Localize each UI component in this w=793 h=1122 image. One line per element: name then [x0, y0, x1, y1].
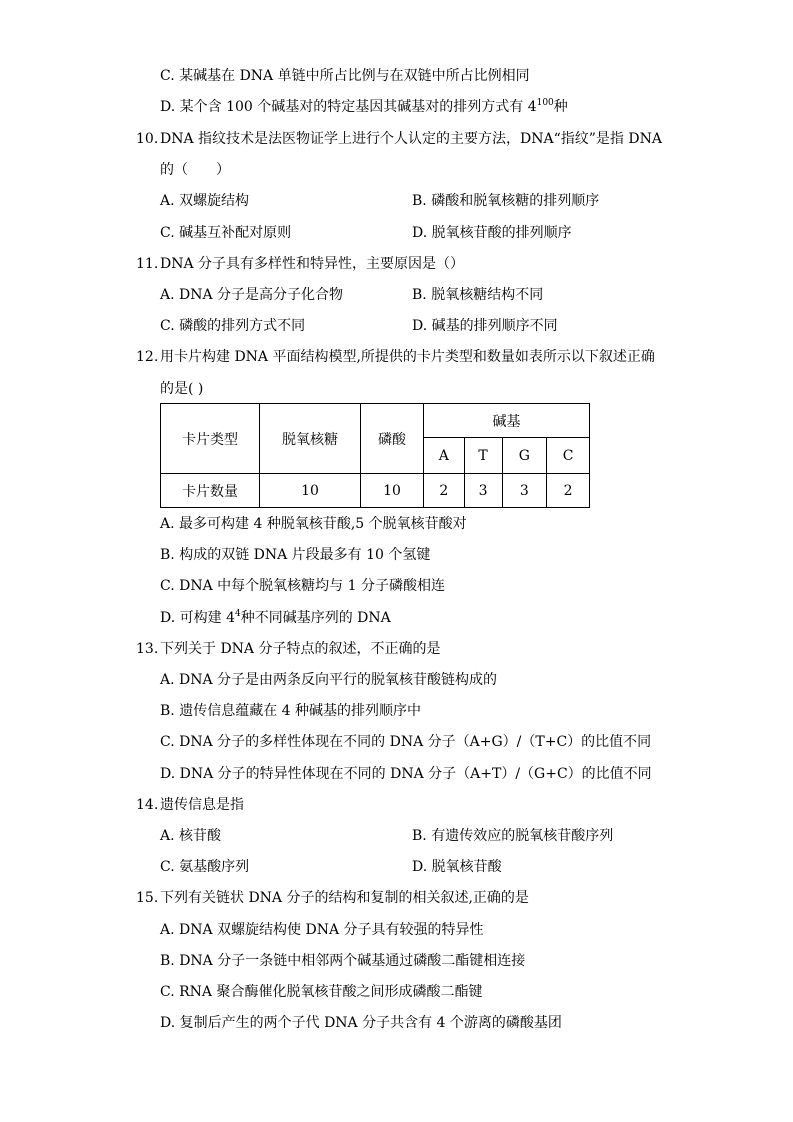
q15-option-d[interactable]: D. 复制后产生的两个子代 DNA 分子共含有 4 个游离的磷酸基团: [160, 1015, 562, 1031]
q15-option-a[interactable]: A. DNA 双螺旋结构使 DNA 分子具有较强的特异性: [160, 922, 484, 938]
q14-option-d[interactable]: D. 脱氧核苷酸: [412, 859, 502, 875]
q10-option-b[interactable]: B. 磷酸和脱氧核糖的排列顺序: [412, 193, 600, 209]
q9-option-d[interactable]: [160, 98, 568, 116]
q12-stem: 用卡片构建 DNA 平面结构模型,所提供的卡片类型和数量如表所示以下叙述正确: [160, 349, 655, 365]
q13-option-b[interactable]: B. 遗传信息蕴藏在 4 种碱基的排列顺序中: [160, 703, 421, 719]
q12-option-a[interactable]: A. 最多可构建 4 种脱氧核苷酸,5 个脱氧核苷酸对: [160, 516, 467, 532]
q15-number: 15.: [136, 890, 159, 906]
q14-option-c[interactable]: C. 氨基酸序列: [160, 859, 250, 875]
q12-option-d-text: D. 可构建 4: [160, 610, 235, 626]
q14-option-a[interactable]: A. 核苷酸: [160, 828, 222, 844]
q12-number: 12.: [136, 349, 159, 365]
q13-stem: 下列关于 DNA 分子特点的叙述，不正确的是: [160, 641, 441, 657]
q12-option-d-suffix: 种不同碱基序列的 DNA: [240, 610, 391, 626]
q9-option-d-suffix: 种: [553, 99, 568, 115]
q11-stem: DNA 分子具有多样性和特异性，主要原因是（）: [160, 256, 465, 272]
header-base-g: G: [502, 438, 547, 474]
header-base-a: A: [424, 438, 465, 474]
cell-base-t-count: 3: [464, 474, 502, 508]
q10-stem-cont: 的（ ）: [160, 162, 230, 178]
header-phosphate: 磷酸: [361, 404, 424, 474]
q12-option-d-exponent: 4: [234, 609, 241, 619]
card-table: [160, 403, 590, 508]
q11-number: 11.: [136, 256, 159, 272]
q12-option-c[interactable]: C. DNA 中每个脱氧核糖均与 1 分子磷酸相连: [160, 578, 445, 594]
q9-option-d-text: D. 某个含 100 个碱基对的特定基因其碱基对的排列方式有 4: [160, 99, 537, 115]
q11-option-c[interactable]: C. 磷酸的排列方式不同: [160, 318, 306, 334]
q10-option-a[interactable]: A. 双螺旋结构: [160, 193, 250, 209]
cell-base-c-count: 2: [547, 474, 590, 508]
q13-option-d[interactable]: D. DNA 分子的特异性体现在不同的 DNA 分子（A+T）/（G+C）的比值不同: [160, 766, 652, 782]
q11-option-b[interactable]: B. 脱氧核糖结构不同: [412, 287, 544, 303]
q10-number: 10.: [136, 131, 159, 147]
q11-option-a[interactable]: A. DNA 分子是高分子化合物: [160, 287, 344, 303]
cell-base-a-count: 2: [424, 474, 465, 508]
q10-option-c[interactable]: C. 碱基互补配对原则: [160, 225, 292, 241]
q9-option-c[interactable]: C. 某碱基在 DNA 单链中所占比例与在双链中所占比例相同: [160, 68, 530, 84]
q11-option-d[interactable]: D. 碱基的排列顺序不同: [412, 318, 558, 334]
q14-number: 14.: [136, 797, 159, 813]
q12-stem-cont: 的是( ): [160, 381, 204, 397]
q15-stem: 下列有关链状 DNA 分子的结构和复制的相关叙述,正确的是: [160, 890, 529, 906]
q9-option-d-exponent: 100: [536, 98, 554, 108]
q14-stem: 遗传信息是指: [160, 797, 244, 813]
q13-number: 13.: [136, 641, 159, 657]
q15-option-c[interactable]: C. RNA 聚合酶催化脱氧核苷酸之间形成磷酸二酯键: [160, 984, 483, 1000]
cell-deoxyribose-count: 10: [260, 474, 361, 508]
q14-option-b[interactable]: B. 有遗传效应的脱氧核苷酸序列: [412, 828, 614, 844]
q10-stem: DNA 指纹技术是法医物证学上进行个人认定的主要方法，DNA“指纹”是指 DNA: [160, 131, 662, 147]
q13-option-a[interactable]: A. DNA 分子是由两条反向平行的脱氧核苷酸链构成的: [160, 672, 498, 688]
q10-option-d[interactable]: D. 脱氧核苷酸的排列顺序: [412, 225, 572, 241]
q13-option-c[interactable]: C. DNA 分子的多样性体现在不同的 DNA 分子（A+G）/（T+C）的比值不同: [160, 734, 652, 750]
cell-base-g-count: 3: [502, 474, 547, 508]
header-card-type: 卡片类型: [161, 404, 260, 474]
cell-phosphate-count: 10: [361, 474, 424, 508]
header-base-t: T: [464, 438, 502, 474]
q12-option-d[interactable]: [160, 609, 391, 627]
q15-option-b[interactable]: B. DNA 分子一条链中相邻两个碱基通过磷酸二酯键相连接: [160, 953, 526, 969]
header-base-c: C: [547, 438, 590, 474]
header-deoxyribose: 脱氧核糖: [260, 404, 361, 474]
row-label-card-count: 卡片数量: [161, 474, 260, 508]
header-base: 碱基: [424, 404, 590, 438]
q12-option-b[interactable]: B. 构成的双链 DNA 片段最多有 10 个氢键: [160, 547, 431, 563]
